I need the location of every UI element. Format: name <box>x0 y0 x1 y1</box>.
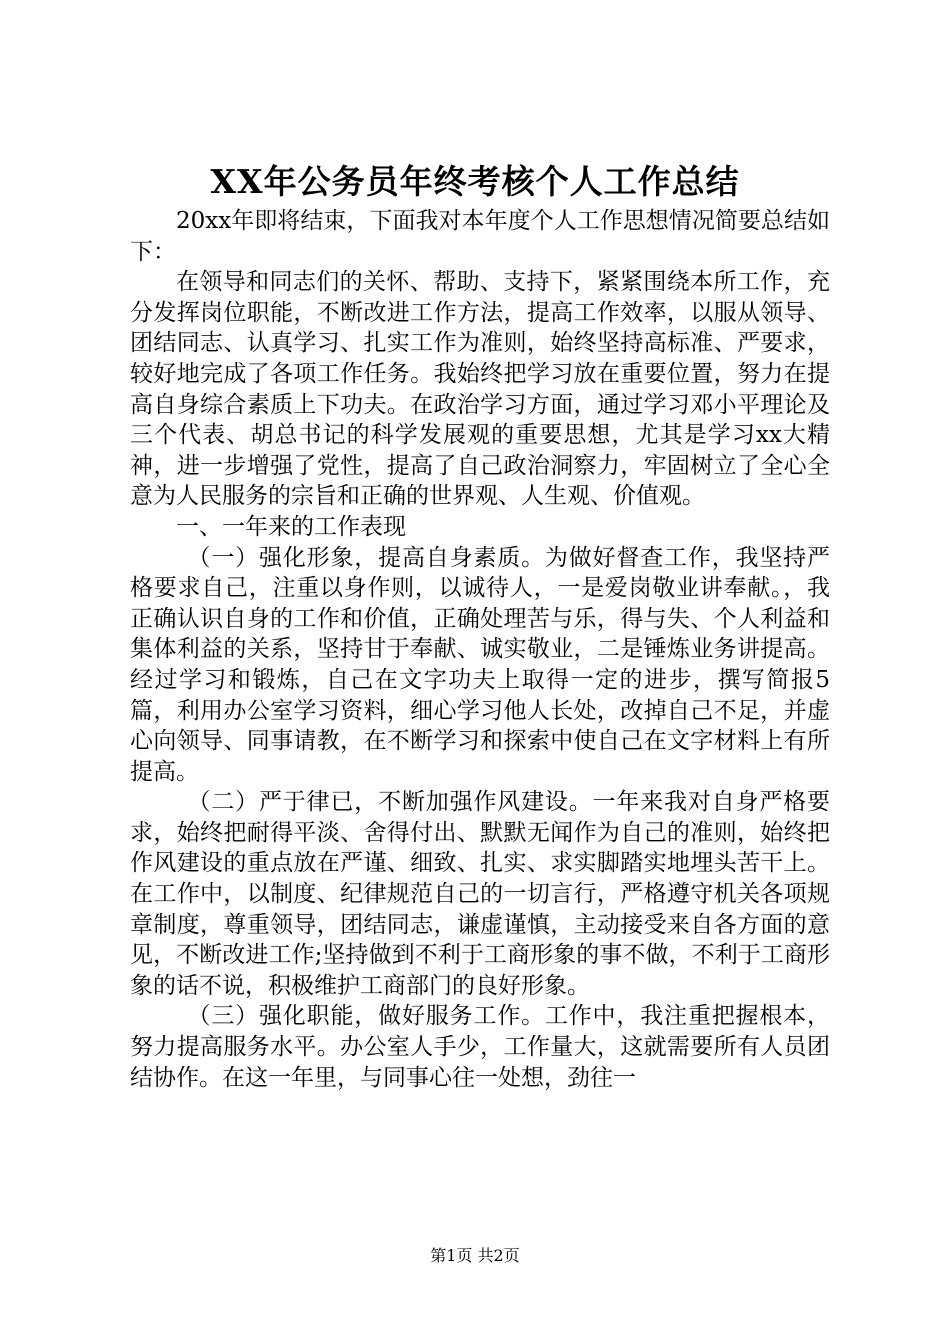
document-title: XX年公务员年终考核个人工作总结 <box>210 162 740 201</box>
section-heading: 一、一年来的工作表现 <box>176 513 406 540</box>
document-body <box>130 206 830 1093</box>
paragraph-overview: 在领导和同志们的关怀、帮助、支持下，紧紧围绕本所工作，充分发挥岗位职能，不断改进工作方法，提高工作效率，以服从领导、团结同志、认真学习、扎实工作为准则，始终坚持高标准、严要求，较好地完成了各项工作任务。我始终把学习放在重要位置，努力在提高自身综合素质上下功夫。在政治学习方面，通过学习邓小平理论及三个代表、胡总书记的科学发展观的重要思想，尤其是学习xx大精神，进一步增强了党性，提高了自己政治洞察力，牢固树立了全心全意为人民服务的宗旨和正确的世界观、人生观、价值观。 <box>130 269 830 510</box>
paragraph-section-3: （三）强化职能，做好服务工作。工作中，我注重把握根本，努力提高服务水平。办公室人手少，工作量大，这就需要所有人员团结协作。在这一年里，与同事心往一处想，劲往一 <box>130 1003 830 1091</box>
paragraph-intro: 20xx年即将结束，下面我对本年度个人工作思想情况简要总结如下： <box>130 208 830 265</box>
page-footer: 第1页 共2页 <box>430 1246 520 1265</box>
paragraph-section-1: （一）强化形象，提高自身素质。为做好督查工作，我坚持严格要求自己，注重以身作则，以诚待人，一是爱岗敬业讲奉献。，我正确认识自身的工作和价值，正确处理苦与乐，得与失、个人利益和集体利益的关系，坚持甘于奉献、诚实敬业，二是锤炼业务讲提高。经过学习和锻炼，自己在文字功夫上取得一定的进步，撰写简报5篇，利用办公室学习资料，细心学习他人长处，改掉自己不足，并虚心向领导、同事请教，在不断学习和探索中使自己在文字材料上有所提高。 <box>130 544 830 785</box>
paragraph-section-2: （二）严于律已，不断加强作风建设。一年来我对自身严格要求，始终把耐得平淡、舍得付出、默默无闻作为自己的准则，始终把作风建设的重点放在严谨、细致、扎实、求实脚踏实地埋头苦干上。在工作中，以制度、纪律规范自己的一切言行，严格遵守机关各项规章制度，尊重领导，团结同志，谦虚谨慎，主动接受来自各方面的意见，不断改进工作;坚持做到不利于工商形象的事不做，不利于工商形象的话不说，积极维护工商部门的良好形象。 <box>130 789 830 999</box>
